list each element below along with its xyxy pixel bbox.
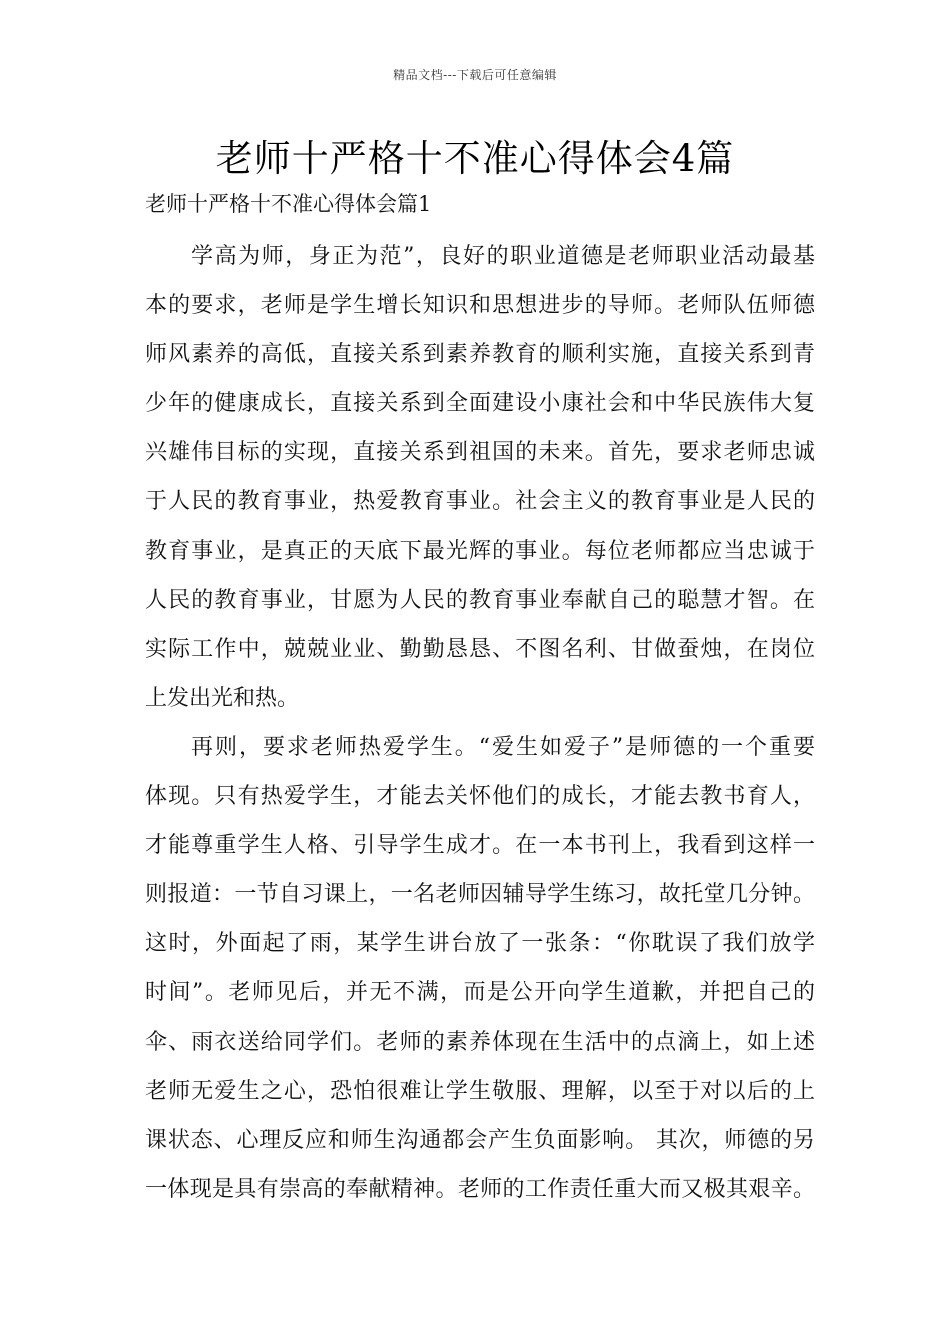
text-line: 老师无爱生之心，恐怕很难让学生敬服、理解，以至于对以后的上 bbox=[145, 1078, 815, 1104]
text-line: 于人民的教育事业，热爱教育事业。社会主义的教育事业是人民的 bbox=[145, 489, 815, 515]
page-header: 精品文档---下载后可任意编辑 bbox=[393, 68, 557, 82]
document-title: 老师十严格十不准心得体会4篇 bbox=[215, 137, 735, 180]
document-body bbox=[145, 232, 815, 1214]
text-line: 兴雄伟目标的实现，直接关系到祖国的未来。首先，要求老师忠诚 bbox=[145, 440, 815, 466]
text-line: 学高为师，身正为范”，良好的职业道德是老师职业活动最基 bbox=[191, 244, 815, 269]
text-line: 上发出光和热。 bbox=[145, 685, 300, 711]
text-line: 师风素养的高低，直接关系到素养教育的顺利实施，直接关系到青 bbox=[145, 342, 815, 368]
text-line: 再则，要求老师热爱学生。“爱生如爱子”是师德的一个重要 bbox=[191, 734, 815, 760]
text-line: 课状态、心理反应和师生沟通都会产生负面影响。 其次，师德的另 bbox=[145, 1127, 815, 1153]
paragraph-1 bbox=[145, 232, 815, 723]
text-line: 这时，外面起了雨，某学生讲台放了一张条：“你耽误了我们放学 bbox=[145, 931, 815, 957]
text-line: 才能尊重学生人格、引导学生成才。在一本书刊上，我看到这样一 bbox=[145, 833, 815, 859]
text-line: 时间”。老师见后，并无不满，而是公开向学生道歉，并把自己的 bbox=[145, 980, 815, 1006]
text-line: 少年的健康成长，直接关系到全面建设小康社会和中华民族伟大复 bbox=[145, 391, 815, 417]
section-heading: 老师十严格十不准心得体会篇1 bbox=[145, 192, 432, 216]
paragraph-2 bbox=[145, 723, 815, 1214]
text-line: 人民的教育事业，甘愿为人民的教育事业奉献自己的聪慧才智。在 bbox=[145, 587, 815, 613]
text-line: 则报道：一节自习课上，一名老师因辅导学生练习，故托堂几分钟。 bbox=[145, 882, 815, 908]
text-line: 实际工作中，兢兢业业、勤勤恳恳、不图名利、甘做蚕烛，在岗位 bbox=[145, 636, 815, 662]
text-line: 本的要求，老师是学生增长知识和思想进步的导师。老师队伍师德 bbox=[145, 293, 815, 319]
text-line: 伞、雨衣送给同学们。老师的素养体现在生活中的点滴上，如上述 bbox=[145, 1029, 815, 1055]
text-line: 一体现是具有崇高的奉献精神。老师的工作责任重大而又极其艰辛。 bbox=[145, 1176, 815, 1202]
text-line: 体现。只有热爱学生，才能去关怀他们的成长，才能去教书育人， bbox=[145, 784, 815, 810]
text-line: 教育事业，是真正的天底下最光辉的事业。每位老师都应当忠诚于 bbox=[145, 538, 815, 564]
